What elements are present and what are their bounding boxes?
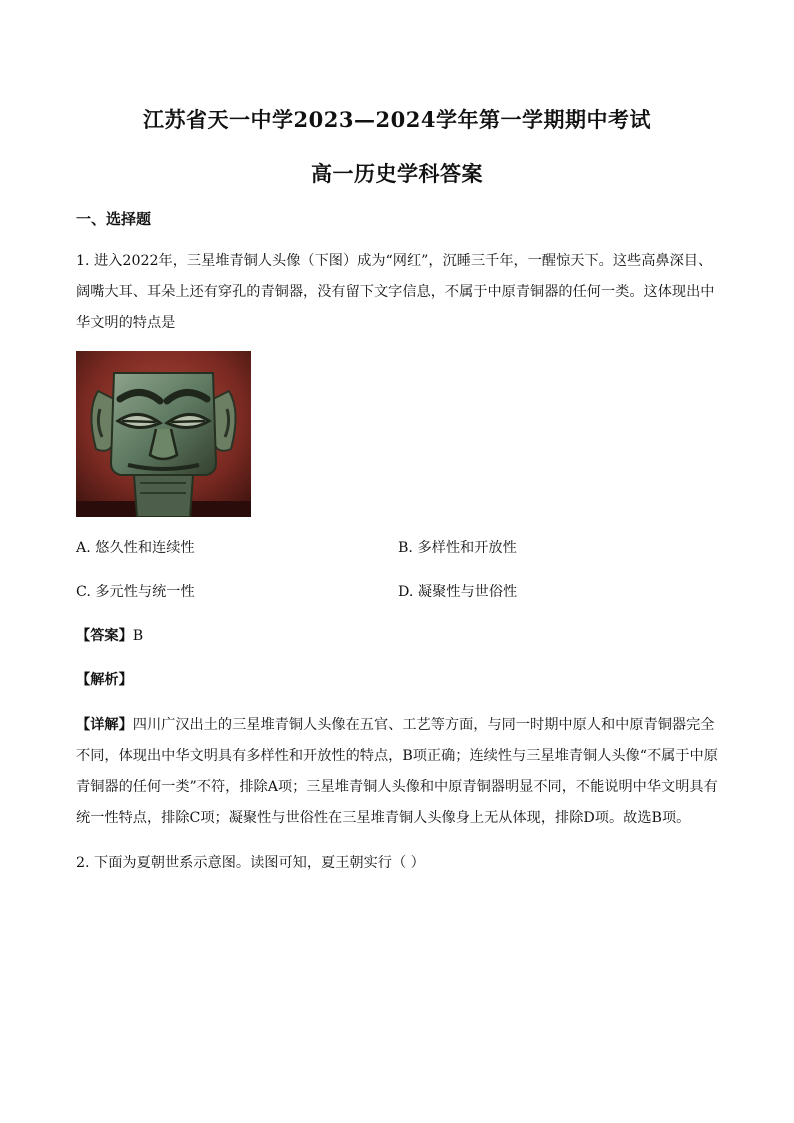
question-2-stem: 2. 下面为夏朝世系示意图。读图可知，夏王朝实行（ ） [76,855,425,871]
detail-text: 四川广汉出土的三星堆青铜人头像在五官、工艺等方面，与同一时期中原人和中原青铜器完全不同，体现出中华文明具有多样性和开放性的特点，B项正确；连续性与三星堆青铜人头像“不属于中原青铜器的任何一类”不符，排除A项；三星堆青铜人头像和中原青铜器明显不同，不能说明中华文明具有统一性特点，排除C项；凝聚性与世俗性在三星堆青铜人头像身上无从体现，排除D项。故选B项。 [76,717,718,826]
section-heading: 一、选择题 [76,210,152,228]
answer-line [76,625,143,645]
detail-paragraph [76,710,718,834]
document-title: 江苏省天一中学2023—2024学年第一学期期中考试 [143,107,651,132]
answer-value: B [132,628,144,644]
option-d: D. 凝聚性与世俗性 [398,584,518,600]
analysis-label: 【解析】 [76,672,133,688]
question-1-stem: 1. 进入2022年，三星堆青铜人头像（下图）成为“网红”，沉睡三千年，一醒惊天下。这些高鼻深目、阔嘴大耳、耳朵上还有穿孔的青铜器，没有留下文字信息，不属于中原青铜器的任何一类。这体现出中华文明的特点是 [76,253,715,331]
answer-label: 【答案】 [76,628,133,644]
option-b: B. 多样性和开放性 [398,540,517,556]
bronze-head-illustration [76,351,251,517]
detail-label: 【详解】 [76,717,133,733]
option-a: A. 悠久性和连续性 [76,540,195,556]
document-subtitle: 高一历史学科答案 [311,161,483,186]
option-c: C. 多元性与统一性 [76,584,195,600]
bronze-head-image [76,351,251,517]
